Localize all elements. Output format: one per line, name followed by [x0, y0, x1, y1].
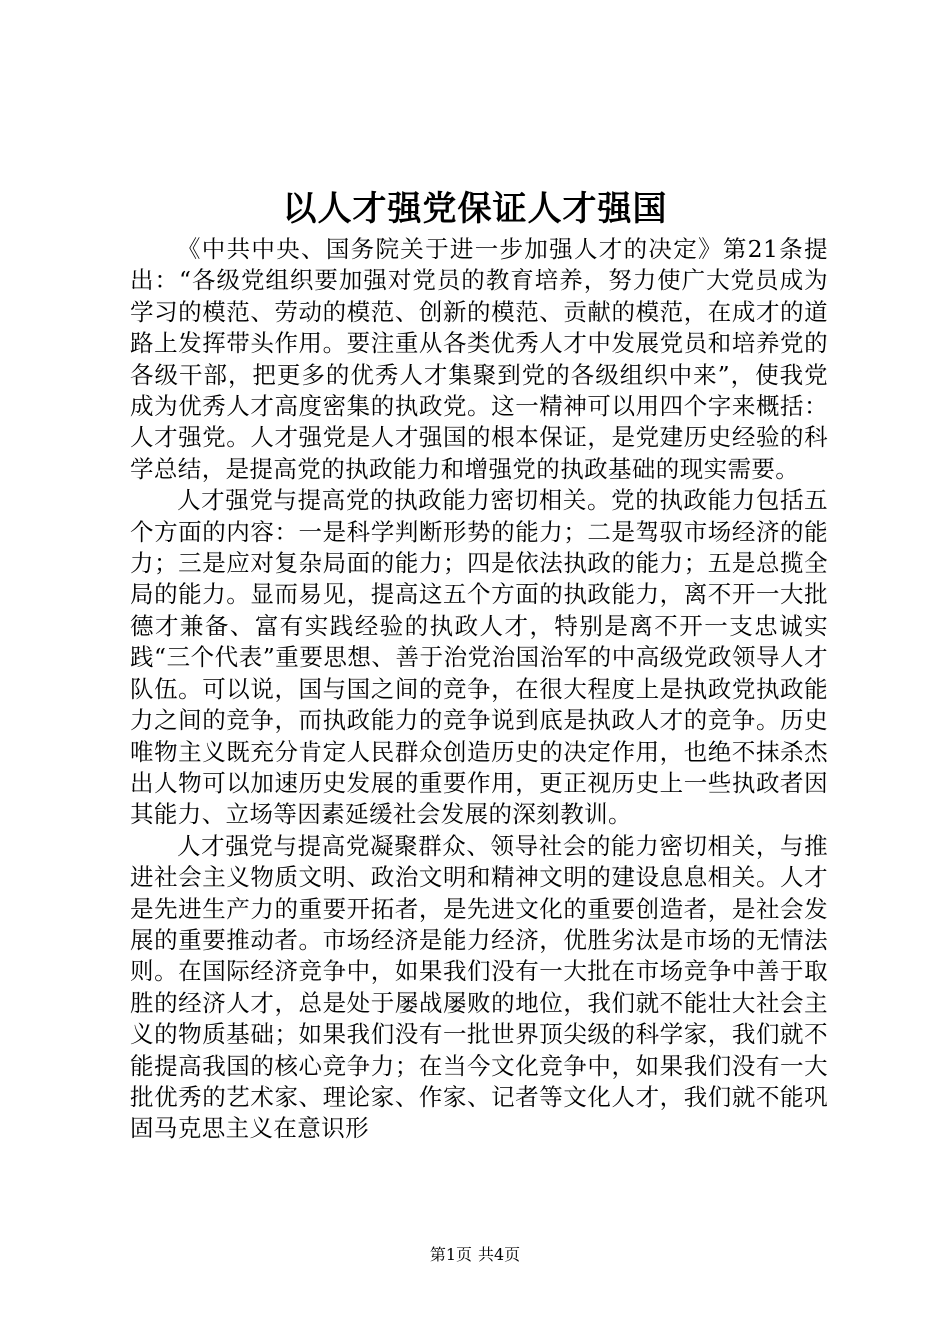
page-title: 以人才强党保证人才强国 [282, 189, 668, 229]
page-total: 共4页 [478, 1245, 521, 1264]
page-number: 第1页 [429, 1245, 472, 1264]
paragraph-2: 人才强党与提高党的执政能力密切相关。党的执政能力包括五个方面的内容：一是科学判断形势的能力；二是驾驭市场经济的能力；三是应对复杂局面的能力；四是依法执政的能力；五是总揽全局的能力。显而易见，提高这五个方面的执政能力，离不开一大批德才兼备、富有实践经验的执政人才，特别是离不开一支忠诚实践“三个代表”重要思想、善于治党治国治军的中高级党政领导人才队伍。可以说，国与国之间的竞争，在很大程度上是执政党执政能力之间的竞争，而执政能力的竞争说到底是执政人才的竞争。历史唯物主义既充分肯定人民群众创造历史的决定作用，也绝不抹杀杰出人物可以加速历史发展的重要作用，更正视历史上一些执政者因其能力、立场等因素延缓社会发展的深刻教训。 [130, 486, 828, 829]
document-body [130, 234, 828, 1145]
paragraph-3: 人才强党与提高党凝聚群众、领导社会的能力密切相关，与推进社会主义物质文明、政治文明和精神文明的建设息息相关。人才是先进生产力的重要开拓者，是先进文化的重要创造者，是社会发展的重要推动者。市场经济是能力经济，优胜劣汰是市场的无情法则。在国际经济竞争中，如果我们没有一大批在市场竞争中善于取胜的经济人才，总是处于屡战屡败的地位，我们就不能壮大社会主义的物质基础；如果我们没有一批世界顶尖级的科学家，我们就不能提高我国的核心竞争力；在当今文化竞争中，如果我们没有一大批优秀的艺术家、理论家、作家、记者等文化人才，我们就不能巩固马克思主义在意识形 [130, 831, 828, 1143]
page-footer [0, 1244, 950, 1266]
paragraph-1: 《中共中央、国务院关于进一步加强人才的决定》第21条提出：“各级党组织要加强对党员的教育培养，努力使广大党员成为学习的模范、劳动的模范、创新的模范、贡献的模范，在成才的道路上发挥带头作用。要注重从各类优秀人才中发展党员和培养党的各级干部，把更多的优秀人才集聚到党的各级组织中来”，使我党成为优秀人才高度密集的执政党。这一精神可以用四个字来概括：人才强党。人才强党是人才强国的根本保证，是党建历史经验的科学总结，是提高党的执政能力和增强党的执政基础的现实需要。 [130, 235, 828, 483]
